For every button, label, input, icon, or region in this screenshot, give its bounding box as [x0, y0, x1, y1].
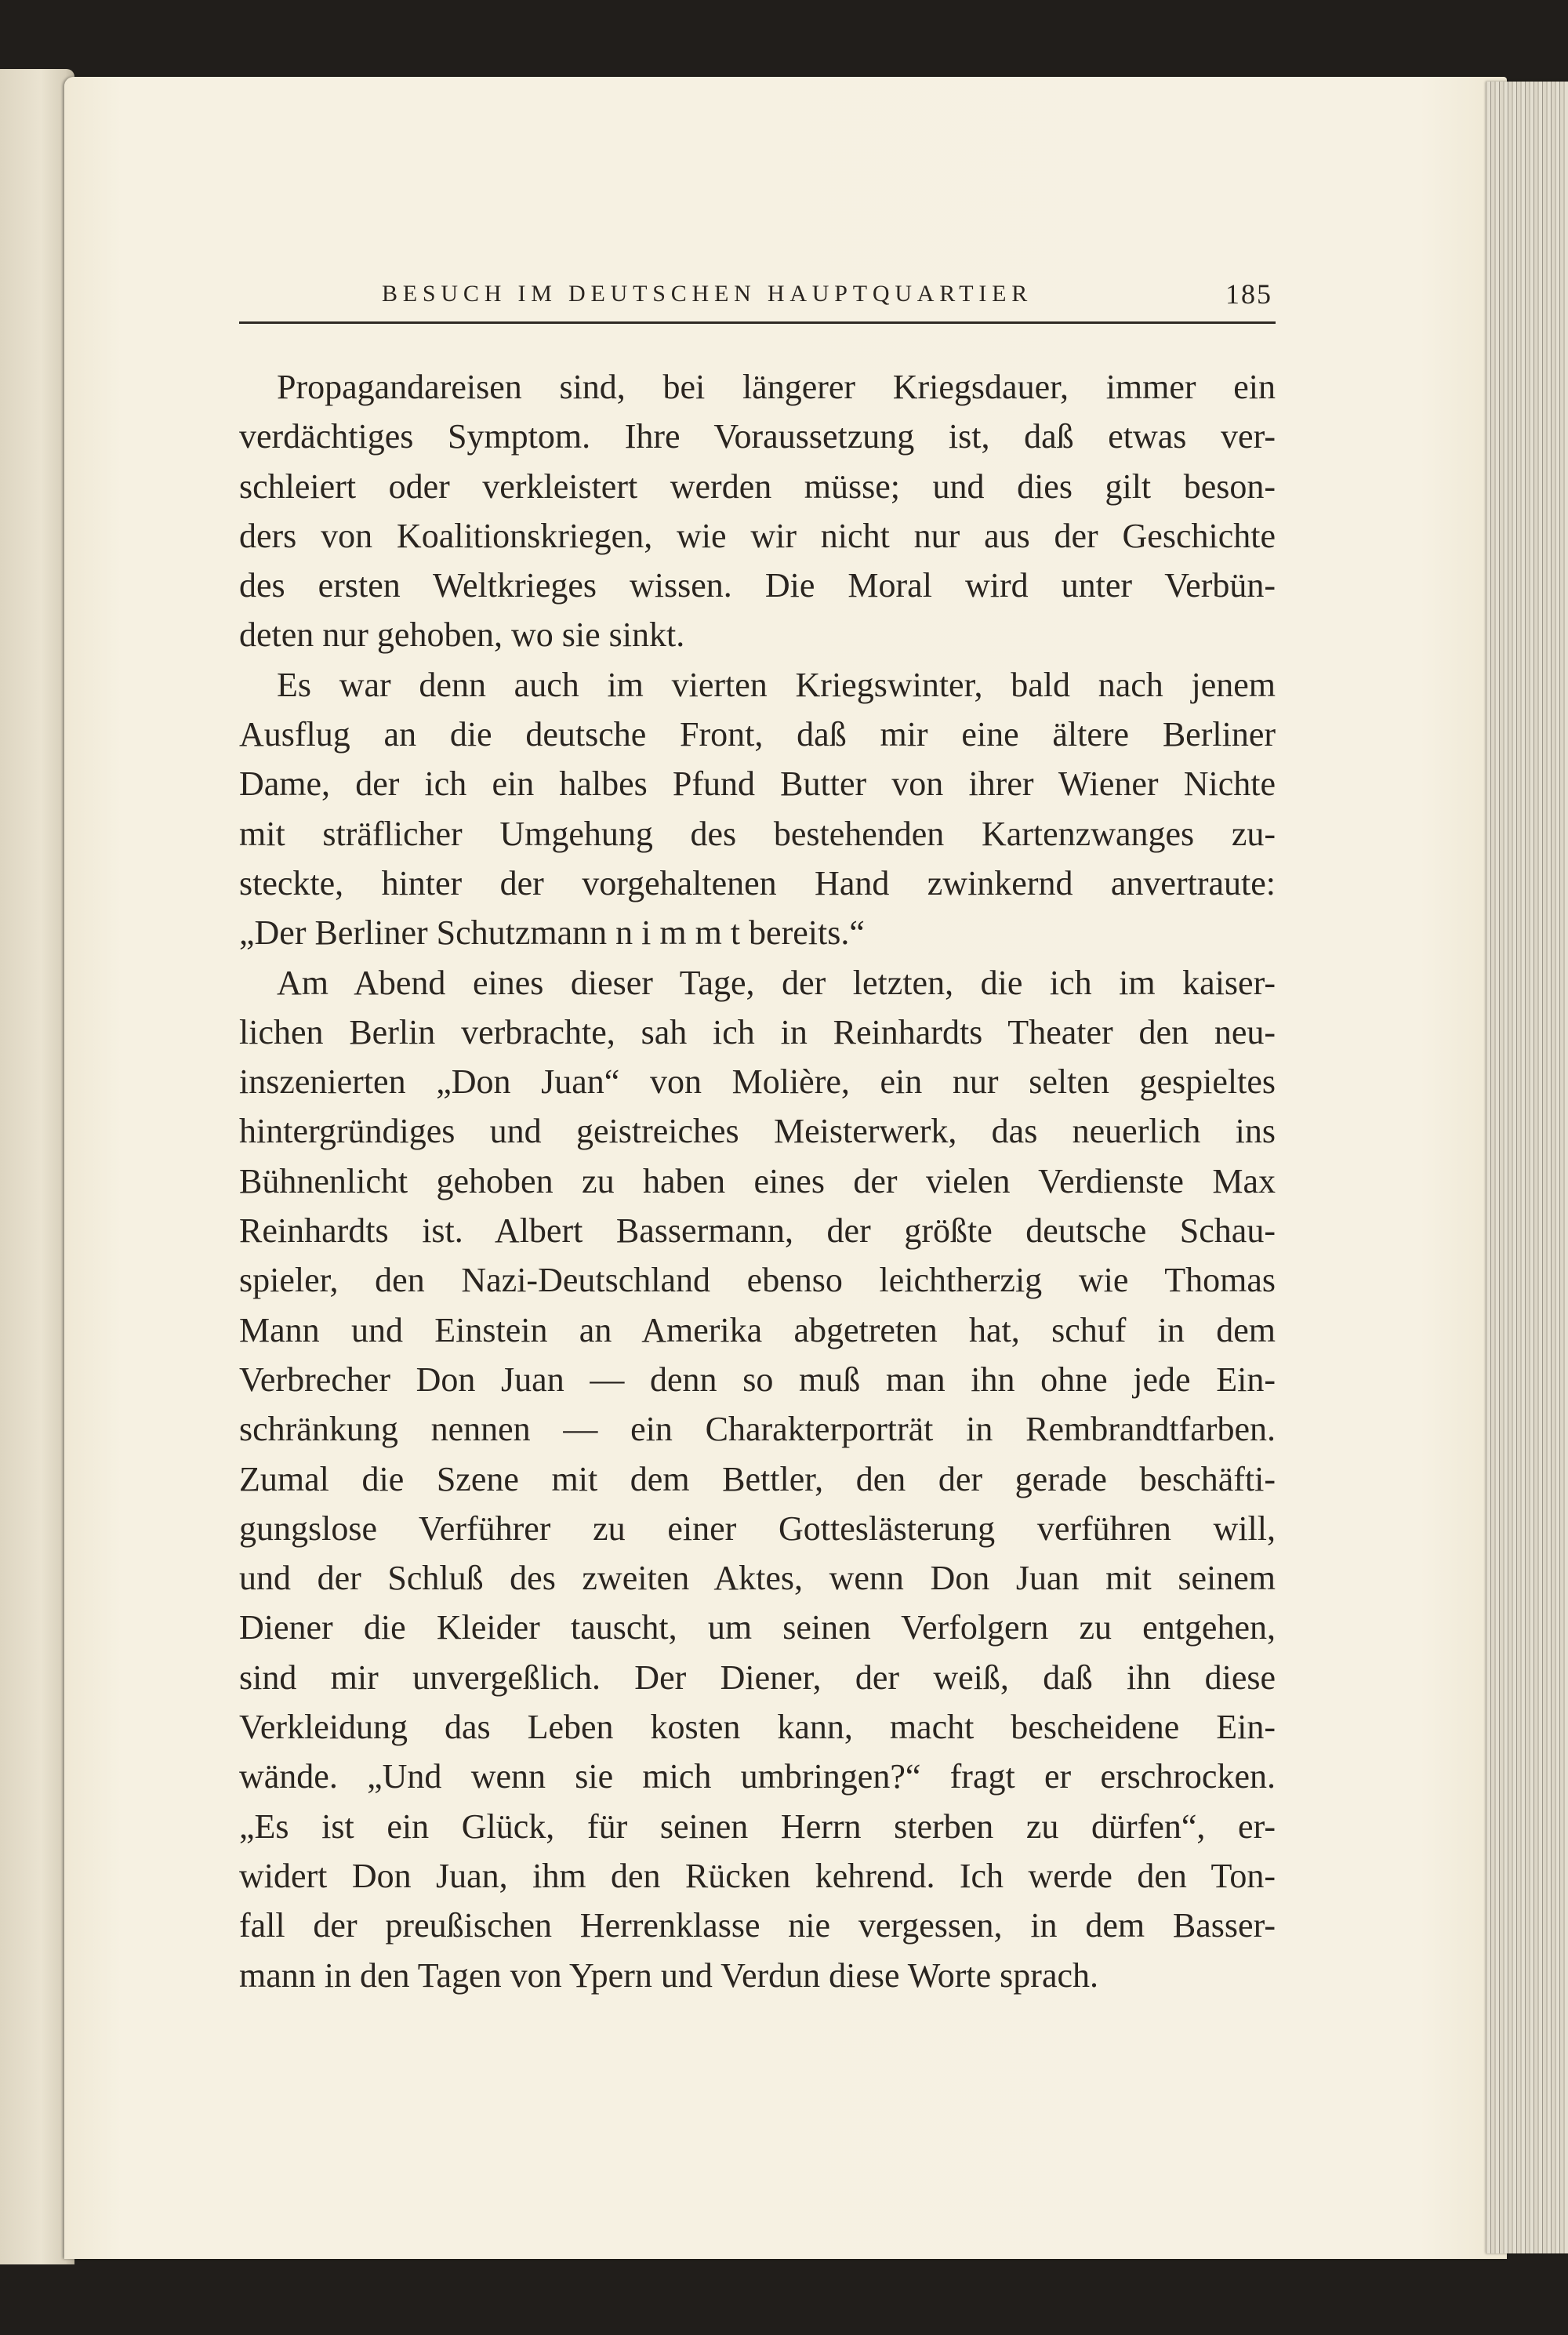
paragraph — [239, 660, 1276, 958]
text-line: Verbrecher Don Juan — denn so muß man ihn ohne jede Ein- — [239, 1360, 1276, 1399]
text-line: mann in den Tagen von Ypern und Verdun diese Worte sprach. — [239, 1956, 1099, 1995]
text-line: mit sträflicher Umgehung des bestehenden Kartenzwanges zu- — [239, 814, 1276, 853]
text-line: steckte, hinter der vorgehaltenen Hand zwinkernd anvertraute: — [239, 863, 1276, 902]
text-line: Dame, der ich ein halbes Pfund Butter von ihrer Wiener Nichte — [239, 764, 1276, 804]
page-number: 185 — [1225, 278, 1272, 310]
text-line: des ersten Weltkrieges wissen. Die Moral wird unter Verbün- — [239, 566, 1276, 605]
text-line: fall der preußischen Herrenklasse nie vergessen, in dem Basser- — [239, 1906, 1276, 1945]
text-line: „Es ist ein Glück, für seinen Herrn sterben zu dürfen“, er- — [239, 1807, 1276, 1846]
text-line: schleiert oder verkleistert werden müsse; und dies gilt beson- — [239, 467, 1276, 506]
previous-page-edge — [0, 69, 74, 2264]
page-stack-edge — [1486, 82, 1568, 2253]
text-line: Verkleidung das Leben kosten kann, macht bescheidene Ein- — [239, 1708, 1276, 1747]
text-line: Am Abend eines dieser Tage, der letzten, die ich im kaiser- — [277, 963, 1276, 1002]
paragraph — [239, 958, 1276, 2000]
text-line: Es war denn auch im vierten Kriegswinter, bald nach jenem — [277, 665, 1276, 704]
text-line: deten nur gehoben, wo sie sinkt. — [239, 616, 685, 655]
text-line: sind mir unvergeßlich. Der Diener, der weiß, daß ihn diese — [239, 1658, 1276, 1697]
text-line: Reinhardts ist. Albert Bassermann, der größte deutsche Schau- — [239, 1211, 1276, 1251]
text-line: Bühnenlicht gehoben zu haben eines der vielen Verdienste Max — [239, 1161, 1276, 1200]
text-line: verdächtiges Symptom. Ihre Voraussetzung ist, daß etwas ver- — [239, 417, 1276, 456]
running-head: BESUCH IM DEUTSCHEN HAUPTQUARTIER — [382, 281, 1033, 307]
text-line: und der Schluß des zweiten Aktes, wenn Don Juan mit seinem — [239, 1559, 1276, 1598]
text-line: Ausflug an die deutsche Front, daß mir eine ältere Berliner — [239, 715, 1276, 754]
text-line: gungslose Verführer zu einer Gotteslästerung verführen will, — [239, 1509, 1276, 1548]
text-line: Mann und Einstein an Amerika abgetreten hat, schuf in dem — [239, 1310, 1276, 1349]
text-line: hintergründiges und geistreiches Meisterwerk, das neuerlich ins — [239, 1112, 1276, 1151]
text-line: Diener die Kleider tauscht, um seinen Verfolgern zu entgehen, — [239, 1608, 1276, 1647]
text-line: lichen Berlin verbrachte, sah ich in Reinhardts Theater den neu- — [239, 1012, 1276, 1051]
page-header — [239, 278, 1276, 324]
text-line: inszenierten „Don Juan“ von Molière, ein nur selten gespieltes — [239, 1062, 1276, 1102]
text-line: Zumal die Szene mit dem Bettler, den der gerade beschäfti- — [239, 1459, 1276, 1498]
text-line: schränkung nennen — ein Charakterporträt in Rembrandtfarben. — [239, 1410, 1276, 1449]
text-line: wände. „Und wenn sie mich umbringen?“ fragt er erschrocken. — [239, 1757, 1276, 1796]
text-line: Propagandareisen sind, bei längerer Kriegsdauer, immer ein — [277, 368, 1276, 406]
text-line: spieler, den Nazi-Deutschland ebenso leichtherzig wie Thomas — [239, 1261, 1276, 1300]
paragraph — [239, 362, 1276, 660]
text-line: ders von Koalitionskriegen, wie wir nicht nur aus der Geschichte — [239, 516, 1276, 555]
body-text — [239, 362, 1276, 2000]
text-line: widert Don Juan, ihm den Rücken kehrend. Ich werde den Ton- — [239, 1856, 1276, 1895]
text-line: „Der Berliner Schutzmann n i m m t bereits.“ — [239, 913, 865, 953]
